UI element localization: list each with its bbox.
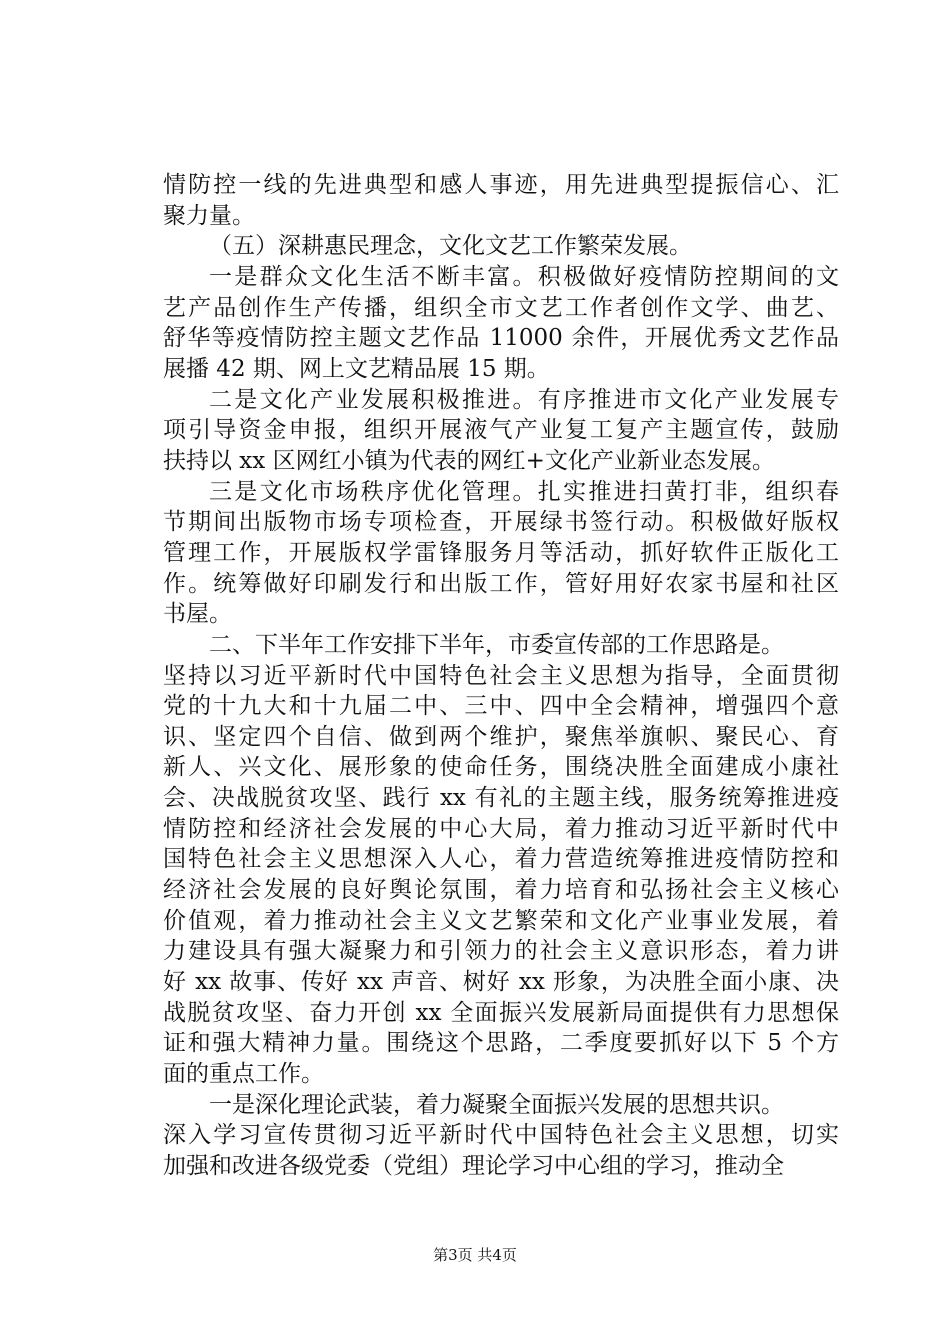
page-number: 第3页 共4页 [433, 1246, 517, 1264]
text-line: 深入学习宣传贯彻习近平新时代中国特色社会主义思想，切实 [163, 1122, 839, 1149]
text-line: 国特色社会主义思想深入人心，着力营造统筹推进疫情防控和 [163, 846, 839, 873]
text-line: 一是群众文化生活不断丰富。积极做好疫情防控期间的文 [209, 263, 839, 290]
text-line: 加强和改进各级党委（党组）理论学习中心组的学习，推动全 [163, 1153, 784, 1179]
text-line: 情防控和经济社会发展的中心大局，着力推动习近平新时代中 [163, 815, 839, 842]
document-body [163, 170, 839, 1182]
page-footer [0, 1243, 950, 1267]
text-line: 识、坚定四个自信、做到两个维护，聚焦举旗帜、聚民心、育 [163, 723, 839, 750]
text-line: 坚持以习近平新时代中国特色社会主义思想为指导，全面贯彻 [163, 662, 839, 689]
text-line: 节期间出版物市场专项检查，开展绿书签行动。积极做好版权 [163, 509, 839, 536]
text-line: 力建设具有强大凝聚力和引领力的社会主义意识形态，着力讲 [163, 938, 839, 965]
text-line: 作。统筹做好印刷发行和出版工作，管好用好农家书屋和社区 [163, 570, 839, 597]
text-line: 舒华等疫情防控主题文艺作品 11000 余件，开展优秀文艺作品 [163, 325, 839, 352]
text-line: 好 xx 故事、传好 xx 声音、树好 xx 形象，为决胜全面小康、决 [163, 969, 839, 996]
text-line: 战脱贫攻坚、奋力开创 xx 全面振兴发展新局面提供有力思想保 [163, 999, 839, 1026]
text-line: 展播 42 期、网上文艺精品展 15 期。 [163, 355, 550, 382]
text-line: 三是文化市场秩序优化管理。扎实推进扫黄打非，组织春 [209, 478, 839, 505]
text-line: 书屋。 [163, 601, 232, 628]
text-line: （五）深耕惠民理念，文化文艺工作繁荣发展。 [209, 233, 692, 260]
text-line: 价值观，着力推动社会主义文艺繁荣和文化产业事业发展，着 [163, 907, 839, 934]
text-line: 面的重点工作。 [163, 1061, 324, 1088]
text-line: 扶持以 xx 区网红小镇为代表的网红+文化产业新业态发展。 [163, 447, 775, 474]
text-line: 艺产品创作生产传播，组织全市文艺工作者创作文学、曲艺、 [163, 294, 839, 321]
text-line: 新人、兴文化、展形象的使命任务，围绕决胜全面建成小康社 [163, 754, 839, 781]
text-line: 项引导资金申报，组织开展液气产业复工复产主题宣传，鼓励 [163, 417, 839, 444]
text-line: 证和强大精神力量。围绕这个思路，二季度要抓好以下 5 个方 [163, 1030, 839, 1057]
text-line: 二是文化产业发展积极推进。有序推进市文化产业发展专 [209, 386, 839, 413]
text-line: 经济社会发展的良好舆论氛围，着力培育和弘扬社会主义核心 [163, 877, 839, 904]
text-line: 会、决战脱贫攻坚、践行 xx 有礼的主题主线，服务统筹推进疫 [163, 785, 839, 812]
text-line: 聚力量。 [163, 202, 255, 229]
text-line: 管理工作，开展版权学雷锋服务月等活动，抓好软件正版化工 [163, 539, 839, 566]
text-line: 一是深化理论武装，着力凝聚全面振兴发展的思想共识。 [209, 1091, 784, 1118]
text-line: 党的十九大和十九届二中、三中、四中全会精神，增强四个意 [163, 693, 839, 720]
text-line: 二、下半年工作安排下半年，市委宣传部的工作思路是。 [209, 631, 784, 658]
text-line: 情防控一线的先进典型和感人事迹，用先进典型提振信心、汇 [163, 172, 839, 198]
